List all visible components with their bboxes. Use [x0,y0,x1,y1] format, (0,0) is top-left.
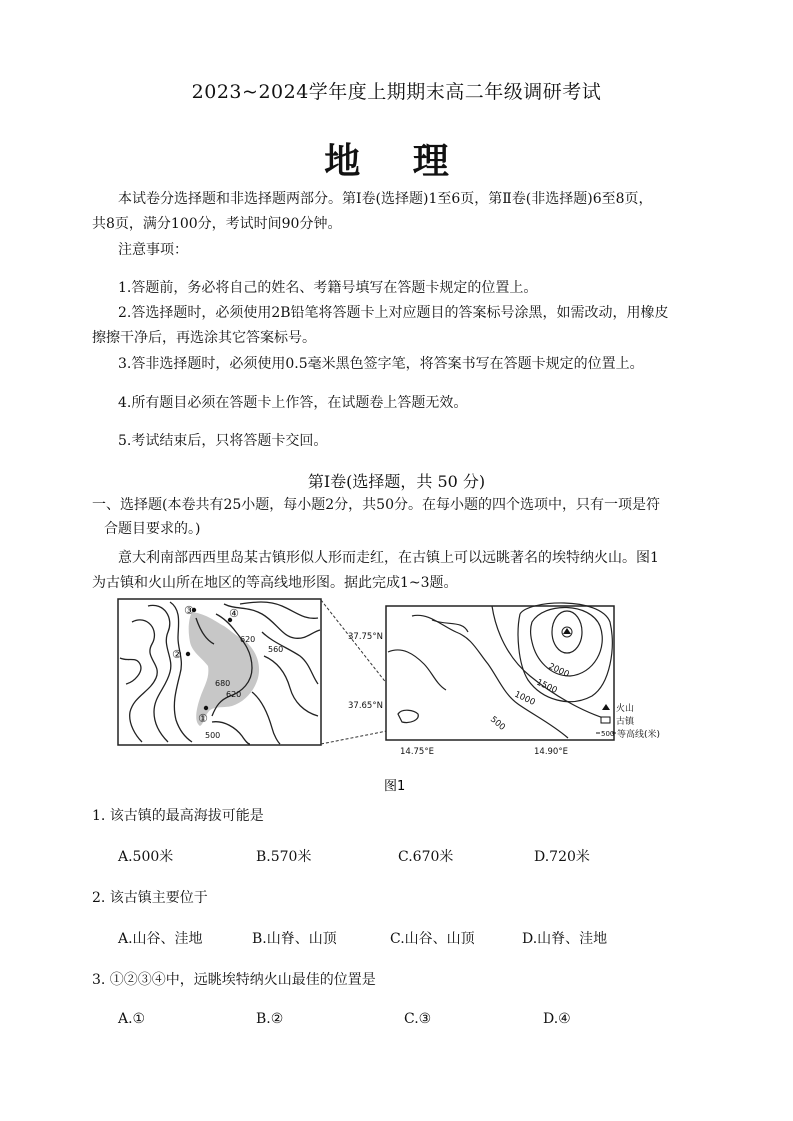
contour-label-right-4: 500 [488,714,507,733]
left-contour-map [118,599,321,745]
question-1-option-a: A.500米 [118,849,174,865]
exam-title: 2023~2024学年度上期期末高二年级调研考试 [191,81,602,103]
contour-label-left-5: 500 [205,731,221,740]
town-marker-right [398,710,418,722]
legend [596,702,660,740]
notice-title: 注意事项： [118,242,188,258]
point-label-4: ④ [229,607,239,620]
point-label-1: ① [198,712,208,725]
lon-label-1: 14.75°E [400,747,434,757]
figure-caption: 图1 [384,779,406,794]
point-1-marker [204,706,208,710]
volcano-marker [562,627,572,637]
question-1-option-d: D.720米 [534,849,590,865]
stem-line-1: 意大利南部西西里岛某古镇形似人形而走红，在古镇上可以远眺著名的埃特纳火山。图1 [118,550,659,566]
legend-contour-sample: 500 [601,730,615,738]
question-2-option-a: A.山谷、洼地 [118,931,203,947]
notice-item-3: 3.答非选择题时，必须使用0.5毫米黑色签字笔，将答案书写在答题卡规定的位置上。 [118,356,644,372]
contour-label-right-2: 1500 [534,677,559,696]
lat-label-1: 37.75°N [348,632,383,642]
notice-item-2-cont: 擦擦干净后，再选涂其它答案标号。 [92,330,316,346]
section-instructions-2: 合题目要求的。) [104,521,201,537]
lon-label-2: 14.90°E [534,747,568,757]
stem-line-2: 为古镇和火山所在地区的等高线地形图。据此完成1~3题。 [92,575,458,591]
question-3-option-d: D.④ [543,1011,571,1027]
question-3-option-b: B.② [256,1011,284,1027]
legend-volcano-label: 火山 [616,704,635,714]
intro-line-2: 共8页，满分100分，考试时间90分钟。 [92,216,342,232]
question-2-option-c: C.山谷、山顶 [390,931,475,947]
contour-label-left-3: 680 [215,679,231,688]
section-instructions-1: 一、选择题(本卷共有25小题，每小题2分，共50分。在每小题的四个选项中，只有一项是符 [92,497,660,513]
contour-label-right-3: 1000 [512,689,537,708]
question-2-stem: 2. 该古镇主要位于 [92,890,208,906]
notice-item-1: 1.答题前，务必将自己的姓名、考籍号填写在答题卡规定的位置上。 [118,280,538,296]
question-1-stem: 1. 该古镇的最高海拔可能是 [92,808,264,824]
right-contour-map [348,603,614,757]
notice-item-2: 2.答选择题时，必须使用2B铅笔将答题卡上对应题目的答案标号涂黑，如需改动，用橡皮 [118,305,669,321]
contour-label-left-4: 620 [226,690,242,699]
contour-label-left-2: 560 [268,645,284,654]
legend-town-label: 古镇 [616,717,635,727]
subject-title: 地 理 [324,140,469,182]
legend-contour-label: 等高线(米) [617,730,661,740]
contour-label-right-1: 2000 [546,661,571,680]
question-3-stem: 3. ①②③④中，远眺埃特纳火山最佳的位置是 [92,972,376,988]
section-title: 第Ⅰ卷(选择题，共 50 分) [307,472,486,491]
point-2-marker [186,652,190,656]
lat-label-2: 37.65°N [348,701,383,711]
question-2-option-b: B.山脊、山顶 [252,931,337,947]
point-label-2: ② [172,648,182,661]
figure-1 [112,592,684,802]
intro-line-1: 本试卷分选择题和非选择题两部分。第Ⅰ卷(选择题)1至6页，第Ⅱ卷(非选择题)6至8页， [118,191,653,207]
question-1-option-b: B.570米 [256,849,312,865]
contour-label-left-1: 620 [240,635,256,644]
question-1-option-c: C.670米 [398,849,454,865]
notice-item-4: 4.所有题目必须在答题卡上作答，在试题卷上答题无效。 [118,395,468,411]
question-3-option-c: C.③ [404,1011,432,1027]
question-2-option-d: D.山脊、洼地 [522,931,608,947]
point-label-3: ③ [184,604,194,617]
notice-item-5: 5.考试结束后，只将答题卡交回。 [118,433,328,449]
question-3-option-a: A.① [118,1011,146,1027]
